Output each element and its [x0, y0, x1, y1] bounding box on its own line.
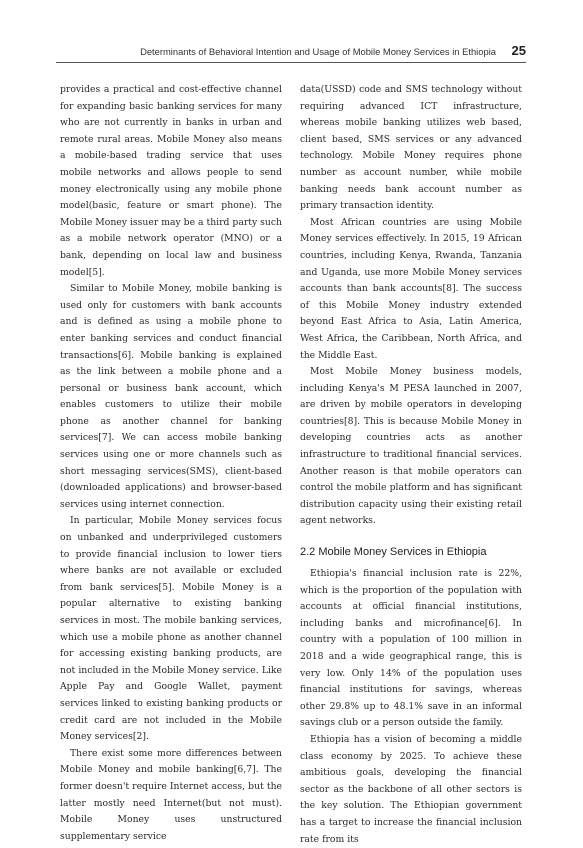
section-heading: 2.2 Mobile Money Services in Ethiopia: [300, 546, 487, 559]
paragraph: There exist some more differences between Mobile Money and mobile banking[6,7]. The former doesn't require Internet access, but the latter mostly need Internet(but not must). Mobile Money uses unstructured supplementary service: [60, 747, 282, 842]
right-column: [300, 82, 522, 848]
left-column: [60, 82, 282, 845]
paragraph: Similar to Mobile Money, mobile banking is used only for customers with bank accounts and is defined as using a mobile phone to enter banking services and conduct financial transactions[6]. Mobile banking is explained as the link between a mobile phone and a personal or business bank account, which enables customers to utilize their mobile phone as another channel for banking services[7]. We can access mobile banking services using one or more channels such as short messaging services(SMS), client-based (downloaded applications) and browser-based services using internet connection.: [60, 283, 282, 510]
paragraph: Most Mobile Money business models, including Kenya's M PESA launched in 2007, are driven by mobile operators in developing countries[8]. This is because Mobile Money in developing countries acts as another infrastructure to traditional financial services. Another reason is that mobile operators can control the mobile platform and has significant distribution capacity using their existing retail agent networks.: [300, 366, 522, 527]
paragraph: provides a practical and cost-effective channel for expanding basic banking services for many who are not currently in banks in urban and remote rural areas. Mobile Money also means a mobile-based trading service that uses mobile networks and allows people to send money electronically using any mobile phone model(basic, feature or smart phone). The Mobile Money issuer may be a third party such as a mobile network operator (MNO) or a bank, depending on local law and business model[5].: [60, 84, 282, 278]
paragraph: In particular, Mobile Money services focus on unbanked and underprivileged customers to provide financial inclusion to lower tiers where banks are not available or excluded from bank services[5]. Mobile Money is a popular alternative to existing banking services in most. The mobile banking services, which use a mobile phone as another channel for accessing existing banking products, are not included in the Mobile Money service. Like Apple Pay and Google Wallet, payment services linked to existing banking products or credit card are not included in the Mobile Money services[2].: [60, 515, 282, 743]
paragraph: Ethiopia's financial inclusion rate is 22%, which is the proportion of the population with accounts at official financial institutions, including banks and microfinance[6]. In country with a population of 100 million in 2018 and a wide geographical range, this is very low. Only 14% of the population uses financial institutions for savings, whereas other 29.8% up to 48.1% save in an informal savings club or a person outside the family.: [300, 568, 522, 729]
running-title: Determinants of Behavioral Intention and Usage of Mobile Money Services in Ethiopia: [140, 46, 496, 57]
paragraph: data(USSD) code and SMS technology without requiring advanced ICT infrastructure, whereas mobile banking utilizes web based, client based, SMS services or any advanced technology. Mobile Money requires phone number as account number, while mobile banking needs bank account number as primary transaction identity.: [300, 84, 522, 212]
paragraph: Most African countries are using Mobile Money services effectively. In 2015, 19 African countries, including Kenya, Rwanda, Tanzania and Uganda, use more Mobile Money services accounts than bank accounts[8]. The success of this Mobile Money industry extended beyond East Africa to Asia, Latin America, West Africa, the Caribbean, North Africa, and the Middle East.: [300, 216, 522, 361]
running-header: [56, 44, 526, 63]
page-number: 25: [511, 43, 526, 58]
paragraph: Ethiopia has a vision of becoming a middle class economy by 2025. To achieve these ambitious goals, developing the financial sector as the backbone of all other sectors is the key solution. The Ethiopian government has a target to increase the financial inclusion rate from its: [300, 733, 522, 845]
